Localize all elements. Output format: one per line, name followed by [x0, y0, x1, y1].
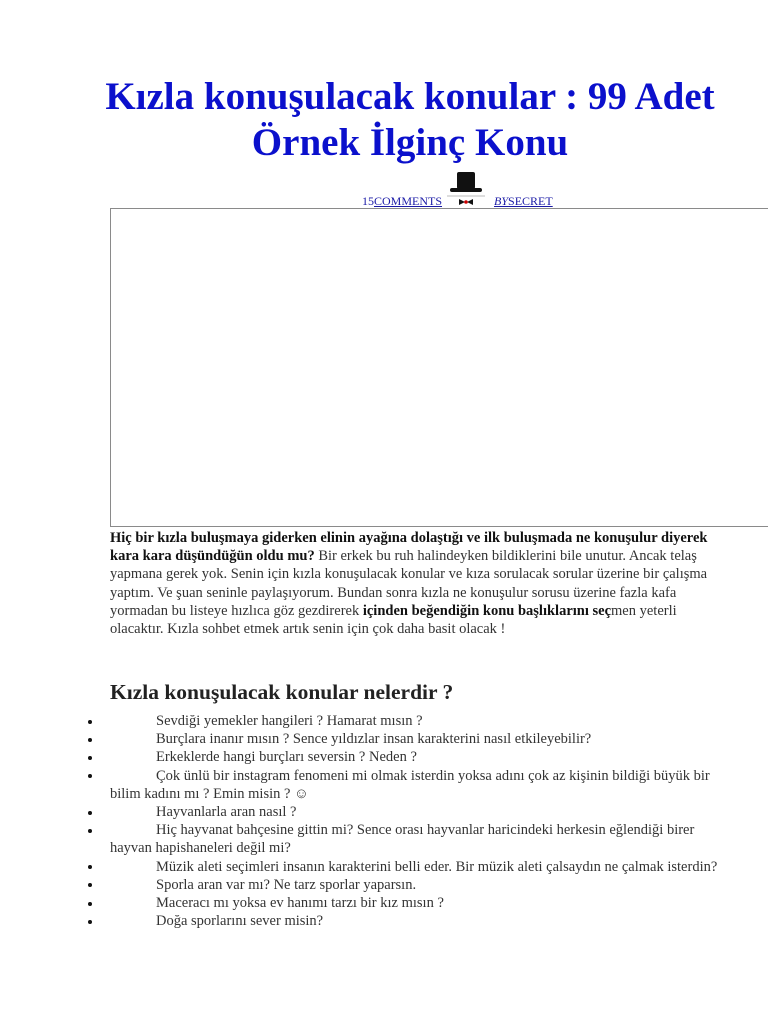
- topic-item: Burçlara inanır mısın ? Sence yıldızlar insan karakterini nasıl etkileyebilir?: [110, 730, 720, 748]
- topic-item: Sevdiği yemekler hangileri ? Hamarat mısın ?: [110, 712, 720, 730]
- article-meta: [362, 170, 553, 208]
- comment-count: 15: [362, 194, 374, 208]
- topic-list: [110, 712, 720, 930]
- top-hat-bowtie-icon: [444, 170, 488, 208]
- intro-text-2: men yeterli olacaktır. Kızla sohbet etmek artık senin için çok daha basit olacak !: [110, 602, 677, 638]
- intro-text-1: Bir erkek bu ruh halindeyken bildiklerini bile unutur. Ancak telaş yapmana gerek yok. Senin için kızla konuşulacak konular ve kıza sorulacak sorular üzerine bir çalışma yaptım. Ve şuan seninle paylaşıyorum. Bundan sonra kızla ne konuşulur sorusu üzerine fazla kafa yormadan bu listeye hızlıca göz gezdirerek: [110, 548, 708, 619]
- topic-item: Hiç hayvanat bahçesine gittin mi? Sence orası hayvanlar haricindeki herkesin eğlendiği birer hayvan hapishaneleri değil mi?: [110, 821, 720, 857]
- intro-bold-highlight: içinden beğendiğin konu başlıklarını seç: [362, 602, 612, 619]
- by-label[interactable]: BY: [494, 194, 509, 208]
- comments-link[interactable]: COMMENTS: [374, 194, 443, 208]
- topic-item: Müzik aleti seçimleri insanın karakterini belli eder. Bir müzik aleti çalsaydın ne çalmak isterdin?: [110, 858, 720, 876]
- intro-paragraph: [110, 529, 710, 638]
- topic-item: Doğa sporlarını sever misin?: [110, 912, 720, 930]
- article-image: [110, 208, 768, 527]
- intro-bold-question: Hiç bir kızla buluşmaya giderken elinin ayağına dolaştığı ve ilk buluşmada ne konuşulur diyerek kara kara düşündüğün oldu mu?: [110, 530, 708, 565]
- topic-item: Hayvanlarla aran nasıl ?: [110, 803, 720, 821]
- topic-item: Erkeklerde hangi burçları seversin ? Neden ?: [110, 748, 720, 766]
- article-title: Kızla konuşulacak konular : 99 Adet Örnek İlginç Konu: [105, 75, 715, 164]
- section-heading: Kızla konuşulacak konular nelerdir ?: [110, 680, 454, 704]
- topic-item: Sporla aran var mı? Ne tarz sporlar yaparsın.: [110, 876, 720, 894]
- topic-item: Çok ünlü bir instagram fenomeni mi olmak isterdin yoksa adını çok az kişinin bildiği büyük bir bilim kadını mı ? Emin misin ? ☺: [110, 767, 720, 803]
- author-link[interactable]: SECRET: [508, 194, 553, 208]
- topic-item: Maceracı mı yoksa ev hanımı tarzı bir kız mısın ?: [110, 894, 720, 912]
